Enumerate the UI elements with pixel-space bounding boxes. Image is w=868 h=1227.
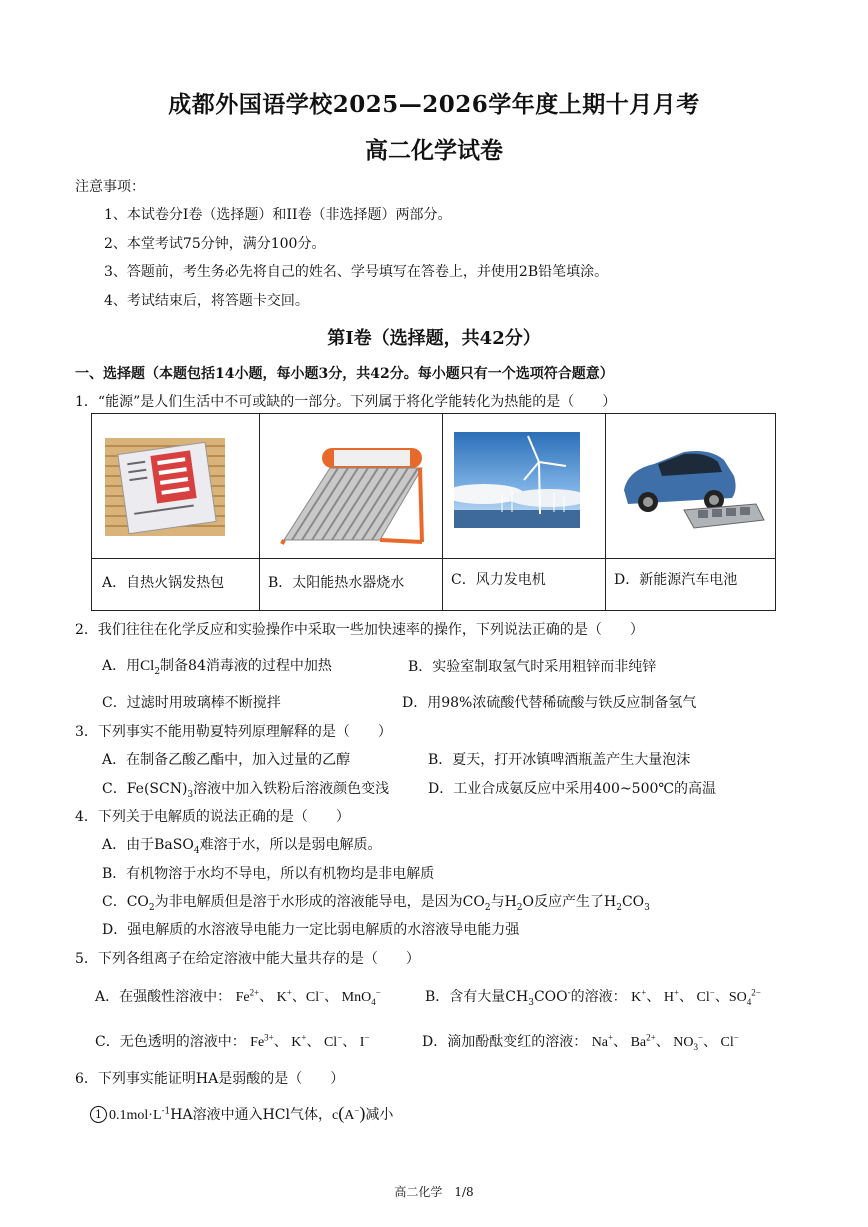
note-item-4: 4、考试结束后，将答题卡交回。 (104, 293, 309, 309)
q2-stem: 2．我们往往在化学反应和实验操作中采取一些加快速率的操作，下列说法正确的是（ ） (75, 622, 644, 638)
notes-heading: 注意事项： (75, 179, 145, 195)
q1-option-a: A．自热火锅发热包 (102, 575, 225, 591)
q6-item-1: 1 $0.1mol\cdot L^{-1}HA$溶液中通入HCl气体，c(A−)减小 (90, 1103, 393, 1124)
page-footer: 高二化学 1/8 (394, 1185, 474, 1199)
q1-option-table (91, 413, 776, 611)
q2-option-a: A．用$Cl_2$制备84消毒液的过程中加热 (102, 658, 332, 677)
q5-option-a: A．在强酸性溶液中： $Fe^{2+}$、 K+、Cl−、 MnO$_4$− (95, 987, 381, 1007)
exam-title: 成都外国语学校2025—2026学年度上期十月月考 (168, 91, 700, 118)
q1-option-b: B．太阳能热水器烧水 (268, 575, 405, 591)
q4-option-a: A．由于BaSO$_4$难溶于水，所以是弱电解质。 (102, 837, 382, 856)
q6-stem: 6．下列事实能证明HA是弱酸的是（ ） (75, 1071, 345, 1087)
q3-option-b: B．夏天，打开冰镇啤酒瓶盖产生大量泡沫 (428, 752, 691, 768)
part1-heading: 第I卷（选择题，共42分） (327, 328, 541, 349)
circled-number: 1 (90, 1106, 107, 1123)
q3-option-a: A．在制备乙酸乙酯中，加入过量的乙醇 (102, 752, 351, 768)
note-item-3: 3、答题前，考生务必先将自己的姓名、学号填写在答卷上，并使用2B铅笔填涂。 (104, 264, 609, 280)
q4-option-b: B．有机物溶于水均不导电，所以有机物均是非电解质 (102, 866, 435, 882)
electric-car-image (614, 436, 768, 542)
q4-option-d: D．强电解质的水溶液导电能力一定比弱电解质的水溶液导电能力强 (102, 922, 520, 938)
q5-stem: 5．下列各组离子在给定溶液中能大量共存的是（ ） (75, 951, 420, 967)
q5-option-b: B．含有大量$CH_3COO^-$的溶液： K+、 H+、 Cl−、$SO_4^{2-}$ (425, 987, 761, 1008)
q5-option-d: D．滴加酚酞变红的溶液： Na+、 $Ba^{2+}$、 $NO_3^-$、 Cl− (422, 1032, 739, 1052)
wind-turbine-image (454, 432, 580, 528)
q2-option-c: C．过滤时用玻璃棒不断搅拌 (102, 695, 281, 711)
q2-option-d: D．用98%浓硫酸代替稀硫酸与铁反应制备氢气 (402, 695, 697, 711)
note-item-2: 2、本堂考试75分钟，满分100分。 (104, 236, 326, 252)
q1-option-c: C．风力发电机 (451, 572, 546, 588)
heating-pack-image (105, 438, 225, 536)
q2-option-b: B．实验室制取氢气时采用粗锌而非纯锌 (408, 659, 657, 675)
q5-option-c: C．无色透明的溶液中： $Fe^{3+}$、 K+、 Cl−、 I− (95, 1032, 370, 1050)
q4-stem: 4．下列关于电解质的说法正确的是（ ） (75, 809, 350, 825)
q3-stem: 3．下列事实不能用勒夏特列原理解释的是（ ） (75, 724, 392, 740)
q3-option-d: D．工业合成氨反应中采用400~500℃的高温 (428, 781, 717, 797)
section1-heading: 一、选择题（本题包括14小题，每小题3分，共42分。每小题只有一个选项符合题意） (75, 366, 614, 382)
q3-option-c: C．$Fe(SCN)_3$溶液中加入铁粉后溶液颜色变浅 (102, 781, 390, 800)
q1-option-d: D．新能源汽车电池 (614, 572, 738, 588)
q4-option-c: C．$CO_2$为非电解质但是溶于水形成的溶液能导电，是因为$CO_2$与$H_2O$反应产生了$H_2CO_3$ (102, 894, 650, 913)
exam-subtitle: 高二化学试卷 (365, 137, 503, 164)
solar-water-heater-image (272, 442, 432, 546)
q1-stem: 1．“能源”是人们生活中不可或缺的一部分。下列属于将化学能转化为热能的是（ ） (75, 394, 617, 410)
note-item-1: 1、本试卷分I卷（选择题）和II卷（非选择题）两部分。 (104, 207, 452, 223)
